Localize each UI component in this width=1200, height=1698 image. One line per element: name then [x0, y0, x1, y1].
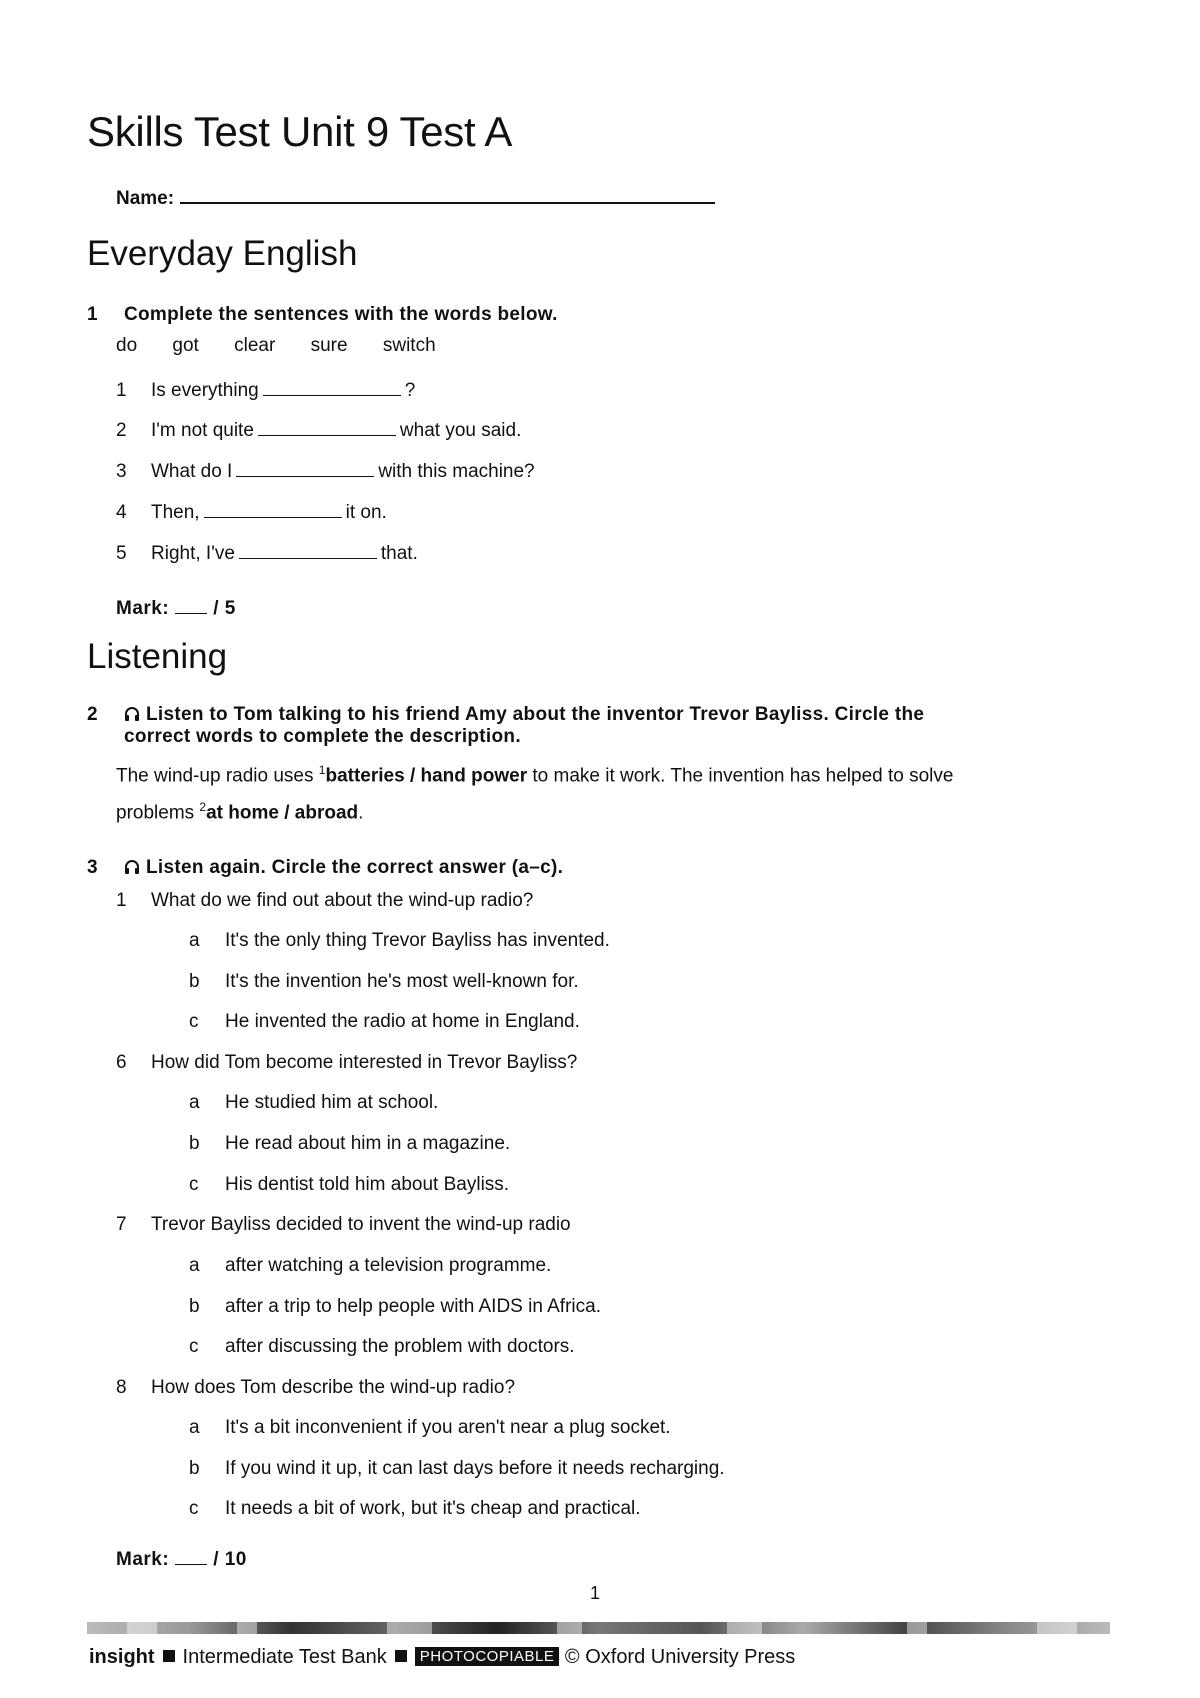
gap-number: 1: [318, 763, 326, 777]
option-text: He invented the radio at home in England.: [225, 1011, 580, 1032]
option-letter: a: [189, 1255, 200, 1276]
footer: [89, 1646, 795, 1669]
item-number: 4: [116, 502, 127, 523]
option-letter: b: [189, 1296, 200, 1317]
q3-question: [116, 1214, 571, 1236]
answer-gap[interactable]: [258, 421, 396, 436]
question-text: How does Tom describe the wind-up radio?: [151, 1377, 516, 1398]
q1-item: [116, 543, 418, 565]
option-letter: c: [189, 1011, 199, 1032]
page-title: Skills Test Unit 9 Test A: [87, 108, 513, 155]
photocopiable-badge: PHOTOCOPIABLE: [415, 1647, 560, 1666]
q1-instruction: Complete the sentences with the words below.: [124, 304, 558, 325]
black-square-icon: [163, 1650, 175, 1662]
option-letter: b: [189, 971, 200, 992]
option-text: He studied him at school.: [225, 1092, 439, 1113]
q2-instruction-line2: correct words to complete the description.: [124, 726, 521, 747]
q2-text: to make it work. The invention has helped to solve: [527, 765, 954, 787]
answer-option[interactable]: [189, 1296, 601, 1318]
item-text-after: it on.: [345, 502, 387, 523]
q1-item: [116, 420, 521, 442]
q2-instruction: [124, 704, 1104, 748]
option-letter: c: [189, 1336, 199, 1357]
item-text-after: ?: [404, 380, 416, 401]
option-letter: c: [189, 1498, 199, 1519]
q2-text: problems: [116, 802, 200, 824]
q2-text: The wind-up radio uses: [116, 765, 319, 787]
name-field: [116, 186, 715, 210]
answer-option[interactable]: [189, 1498, 641, 1520]
section-title-listening: Listening: [87, 637, 228, 676]
word-item: sure: [310, 335, 348, 356]
option-text: It's the invention he's most well-known for.: [225, 971, 579, 992]
option-text: after watching a television programme.: [225, 1255, 552, 1276]
answer-option[interactable]: [189, 1133, 510, 1155]
q1-mark: [116, 598, 236, 620]
option-letter: b: [189, 1133, 200, 1154]
answer-gap[interactable]: [263, 381, 401, 396]
q1-item: [116, 461, 535, 483]
footer-publisher: © Oxford University Press: [564, 1646, 796, 1668]
item-text-before: Then,: [151, 502, 200, 523]
q2-text: .: [358, 802, 364, 824]
listening-mark: [116, 1549, 247, 1571]
question-text: What do we find out about the wind-up radio?: [151, 890, 534, 911]
mark-total: / 5: [213, 598, 236, 619]
option-letter: b: [189, 1458, 200, 1479]
footer-brand: insight: [89, 1646, 155, 1668]
item-number: 1: [116, 380, 127, 401]
option-text: after a trip to help people with AIDS in Africa.: [225, 1296, 601, 1317]
headphones-icon: [124, 859, 140, 875]
footer-bank: Intermediate Test Bank: [182, 1646, 387, 1668]
q2-text-line2: [116, 800, 363, 824]
word-item: switch: [382, 335, 436, 356]
answer-option[interactable]: [189, 971, 579, 993]
q2-text-line1: [116, 763, 953, 787]
name-blank[interactable]: [180, 186, 715, 204]
page-number: 1: [590, 1583, 601, 1603]
option-letter: a: [189, 930, 200, 951]
question-text: How did Tom become interested in Trevor Bayliss?: [151, 1052, 578, 1073]
option-text: His dentist told him about Bayliss.: [225, 1174, 510, 1195]
mark-total: / 10: [213, 1549, 247, 1570]
headphones-icon: [124, 706, 140, 722]
option-letter: a: [189, 1092, 200, 1113]
option-letter: a: [189, 1417, 200, 1438]
option-text: He read about him in a magazine.: [225, 1133, 511, 1154]
q3-question: [116, 890, 533, 912]
section-title-everyday: Everyday English: [87, 234, 358, 273]
mark-label: Mark:: [116, 1549, 170, 1570]
q1-item: [116, 380, 415, 402]
q2-number: 2: [87, 704, 98, 725]
answer-option[interactable]: [189, 1255, 551, 1277]
choice-1[interactable]: batteries / hand power: [325, 765, 528, 787]
item-text-after: with this machine?: [378, 461, 535, 482]
item-text-after: that.: [380, 543, 418, 564]
item-number: 8: [116, 1377, 127, 1398]
q1-item: [116, 502, 387, 524]
item-number: 1: [116, 890, 127, 911]
mark-gap[interactable]: [175, 599, 207, 614]
q3-question: [116, 1377, 515, 1399]
item-text-before: Is everything: [151, 380, 259, 401]
q1-number: 1: [87, 304, 98, 325]
option-text: It's the only thing Trevor Bayliss has invented.: [225, 930, 610, 951]
option-text: It's a bit inconvenient if you aren't near a plug socket.: [225, 1417, 671, 1438]
q3-instruction: [124, 857, 563, 879]
name-label: Name:: [116, 188, 175, 209]
option-letter: c: [189, 1174, 199, 1195]
question-text: Trevor Bayliss decided to invent the wind-up radio: [151, 1214, 571, 1235]
item-number: 6: [116, 1052, 127, 1073]
item-text-before: What do I: [151, 461, 233, 482]
q3-instruction-text: Listen again. Circle the correct answer (a–c).: [146, 857, 564, 878]
answer-option[interactable]: [189, 1458, 725, 1480]
mark-label: Mark:: [116, 598, 170, 619]
item-number: 3: [116, 461, 127, 482]
answer-option[interactable]: [189, 1011, 580, 1033]
word-bank: [116, 335, 466, 357]
gap-number: 2: [199, 800, 207, 814]
item-number: 5: [116, 543, 127, 564]
q3-number: 3: [87, 857, 98, 878]
word-item: got: [172, 335, 199, 356]
item-text-before: I'm not quite: [151, 420, 254, 441]
item-number: 7: [116, 1214, 127, 1235]
answer-option[interactable]: [189, 1092, 438, 1114]
word-item: clear: [234, 335, 276, 356]
answer-gap[interactable]: [236, 462, 374, 477]
item-number: 2: [116, 420, 127, 441]
black-square-icon: [395, 1650, 407, 1662]
option-text: It needs a bit of work, but it's cheap and practical.: [225, 1498, 641, 1519]
answer-option[interactable]: [189, 1417, 671, 1439]
option-text: after discussing the problem with doctors.: [225, 1336, 575, 1357]
mark-gap[interactable]: [175, 1550, 207, 1565]
q2-instruction-line1: Listen to Tom talking to his friend Amy about the inventor Trevor Bayliss. Circle the: [146, 704, 925, 725]
choice-2[interactable]: at home / abroad: [206, 802, 359, 824]
footer-decorative-band: [87, 1622, 1110, 1634]
answer-option[interactable]: [189, 1174, 509, 1196]
q3-question: [116, 1052, 577, 1074]
answer-gap[interactable]: [204, 503, 342, 518]
answer-gap[interactable]: [239, 544, 377, 559]
option-text: If you wind it up, it can last days before it needs recharging.: [225, 1458, 725, 1479]
item-text-before: Right, I've: [151, 543, 235, 564]
answer-option[interactable]: [189, 930, 610, 952]
answer-option[interactable]: [189, 1336, 575, 1358]
item-text-after: what you said.: [399, 420, 522, 441]
word-item: do: [116, 335, 138, 356]
